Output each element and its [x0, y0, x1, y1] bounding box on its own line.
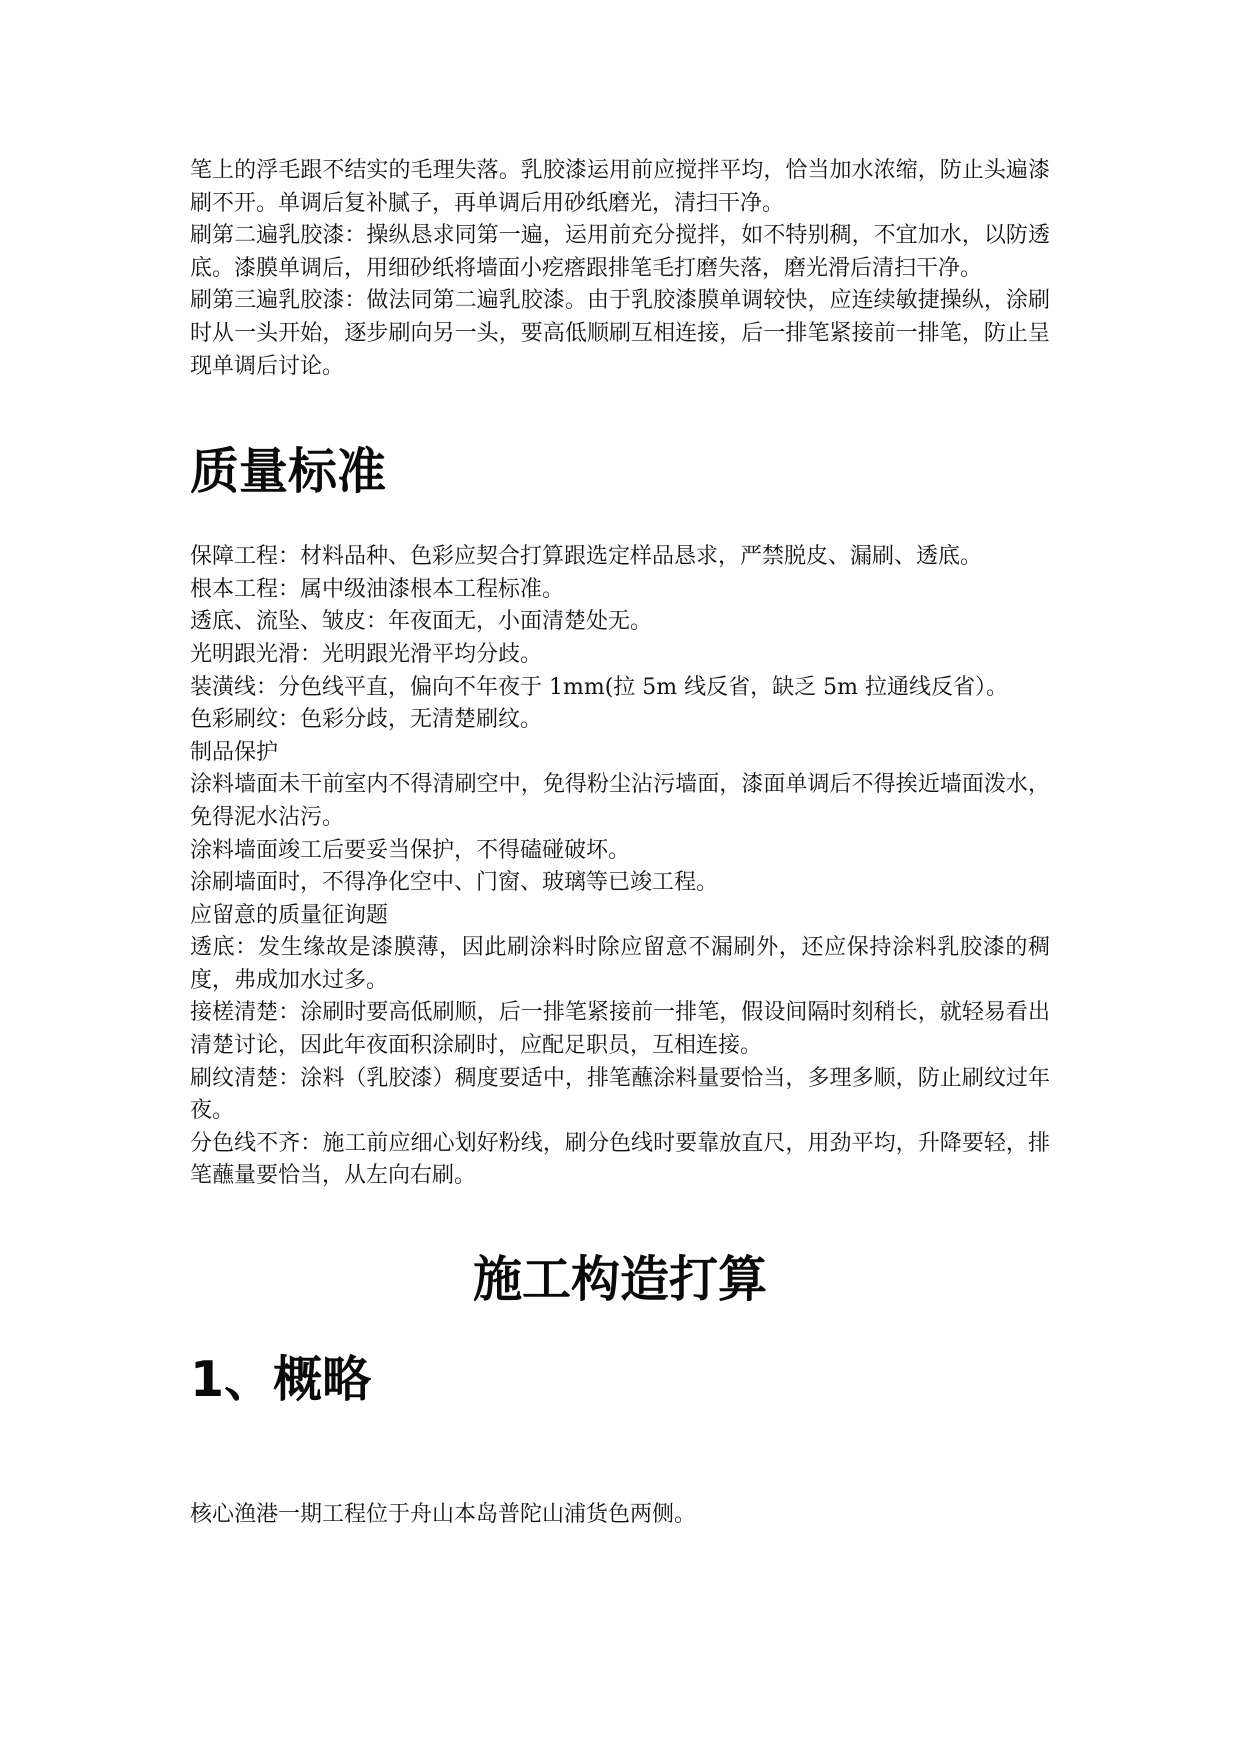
quality-paragraph: 根本工程：属中级油漆根本工程标准。 — [190, 576, 565, 602]
document-page — [190, 155, 1050, 1532]
overview-paragraph: 核心渔港一期工程位于舟山本岛普陀山浦货色两侧。 — [190, 1502, 697, 1528]
subsection-label: 应留意的质量征询题 — [190, 902, 389, 928]
quality-paragraph: 刷纹清楚：涂料（乳胶漆）稠度要适中，排笔蘸涂料量要恰当，多理多顺，防止刷纹过年夜。 — [190, 1065, 1050, 1124]
quality-paragraph: 保障工程：材料品种、色彩应契合打算跟选定样品恳求，严禁脱皮、漏刷、透底。 — [190, 544, 983, 570]
quality-paragraph: 涂料墙面未干前室内不得清刷空中，免得粉尘沾污墙面，漆面单调后不得挨近墙面泼水，免得泥水沾污。 — [190, 772, 1050, 830]
intro-paragraph: 刷第二遍乳胶漆：操纵恳求同第一遍，运用前充分搅拌，如不特别稠，不宜加水，以防透底。漆膜单调后，用细砂纸将墙面小疙瘩跟排笔毛打磨失落，磨光滑后清扫干净。 — [190, 223, 1050, 281]
construction-heading: 施工构造打算 — [472, 1251, 767, 1309]
quality-heading: 质量标准 — [190, 443, 387, 501]
quality-block — [190, 541, 1050, 1193]
intro-paragraph: 刷第三遍乳胶漆：做法同第二遍乳胶漆。由于乳胶漆膜单调较快，应连续敏捷操纵，涂刷时从一头开始，逐步刷向另一头，要高低顺刷互相连接，后一排笔紧接前一排笔，防止呈现单调后讨论。 — [190, 288, 1050, 379]
quality-paragraph: 分色线不齐：施工前应细心划好粉线，刷分色线时要靠放直尺，用劲平均，升降要轻，排笔蘸量要恰当，从左向右刷。 — [190, 1130, 1050, 1189]
quality-paragraph: 光明跟光滑：光明跟光滑平均分歧。 — [190, 641, 543, 667]
quality-paragraph: 接槎清楚：涂刷时要高低刷顺，后一排笔紧接前一排笔，假设间隔时刻稍长，就轻易看出清楚讨论，因此年夜面积涂刷时，应配足职员，互相连接。 — [190, 1000, 1050, 1059]
subsection-label: 制品保护 — [190, 739, 279, 765]
quality-paragraph: 装潢线：分色线平直，偏向不年夜于 1mm(拉 5m 线反省，缺乏 5m 拉通线反省）。 — [190, 674, 1008, 700]
quality-paragraph: 涂刷墙面时，不得净化空中、门窗、玻璃等已竣工程。 — [190, 870, 719, 896]
intro-paragraph: 笔上的浮毛跟不结实的毛理失落。乳胶漆运用前应搅拌平均，恰当加水浓缩，防止头遍漆刷不开。单调后复补腻子，再单调后用砂纸磨光，清扫干净。 — [190, 158, 1050, 216]
quality-paragraph: 透底、流坠、皱皮：年夜面无，小面清楚处无。 — [190, 609, 653, 635]
intro-block — [190, 155, 1050, 383]
overview-heading: 1、概略 — [190, 1351, 372, 1409]
overview-block — [190, 1499, 1050, 1532]
quality-paragraph: 涂料墙面竣工后要妥当保护，不得磕碰破坏。 — [190, 837, 631, 863]
quality-paragraph: 透底：发生缘故是漆膜薄，因此刷涂料时除应留意不漏刷外，还应保持涂料乳胶漆的稠度，弗成加水过多。 — [190, 935, 1050, 993]
quality-paragraph: 色彩刷纹：色彩分歧，无清楚刷纹。 — [190, 707, 543, 733]
